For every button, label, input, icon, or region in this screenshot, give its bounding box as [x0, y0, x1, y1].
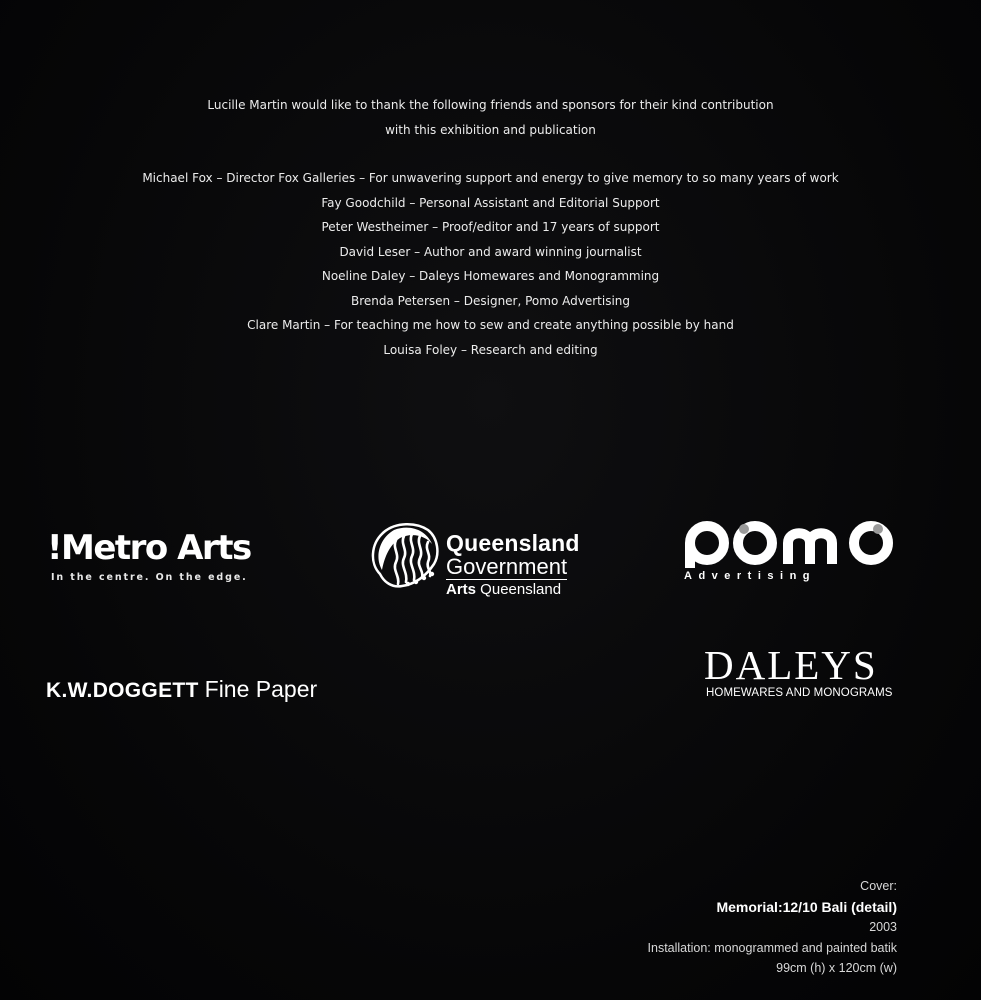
acknowledgement-item: Brenda Petersen – Designer, Pomo Advertising: [350, 293, 630, 308]
intro-line: with this exhibition and publication: [385, 122, 596, 137]
metro-arts-tagline: In the centre. On the edge.: [51, 572, 248, 583]
acknowledgement-item: Clare Martin – For teaching me how to sew and create anything possible by hand: [247, 318, 734, 332]
daleys-subtitle: HOMEWARES AND MONOGRAMS: [706, 687, 893, 699]
pomo-subtitle: Advertising: [684, 570, 817, 582]
metro-arts-logo: [47, 528, 287, 588]
acknowledgement-item: Louisa Foley – Research and editing: [383, 342, 598, 357]
caption-year: 2003: [869, 920, 897, 934]
metro-arts-wordmark: !Metro Arts: [47, 528, 251, 568]
acknowledgement-item: Peter Westheimer – Proof/editor and 17 years of support: [321, 220, 660, 234]
caption-title: Memorial:12/10 Bali (detail): [716, 898, 897, 915]
queensland-word: Queensland: [476, 581, 562, 598]
spacer: [0, 142, 981, 166]
arts-word: Arts: [446, 581, 477, 598]
intro-line: Lucille Martin would like to thank the following friends and sponsors for their kind contribution: [207, 98, 774, 112]
queensland-wordmark: [446, 531, 580, 599]
caption-dimensions: 99cm (h) x 120cm (w): [776, 961, 897, 975]
acknowledgement-item: David Leser – Author and award winning journalist: [339, 244, 642, 259]
queensland-line1: Queensland: [446, 530, 580, 556]
kw-doggett-name: K.W.DOGGETT: [46, 679, 199, 702]
kw-doggett-fine-paper: Fine Paper: [204, 676, 318, 702]
acknowledgements-block: [0, 93, 981, 362]
kw-doggett-logo: [46, 676, 317, 703]
daleys-name: DALEYS: [704, 642, 878, 688]
queensland-government-logo: [366, 518, 606, 610]
queensland-line3: [446, 580, 580, 599]
acknowledgement-item: Noeline Daley – Daleys Homewares and Monogramming: [321, 269, 660, 283]
pomo-advertising-logo: [684, 520, 904, 590]
acknowledgement-item: Fay Goodchild – Personal Assistant and Editorial Support: [321, 195, 660, 210]
acknowledgement-item: Michael Fox – Director Fox Galleries – For unwavering support and energy to give memory to so many years of work: [142, 171, 839, 185]
cover-caption: [648, 876, 897, 979]
caption-label: Cover:: [860, 879, 897, 893]
queensland-line2: Government: [446, 554, 568, 579]
pomo-wordmark: [684, 520, 900, 568]
queensland-emblem-icon: [366, 520, 446, 600]
caption-medium: Installation: monogrammed and painted batik: [647, 940, 897, 955]
daleys-logo: [704, 643, 894, 699]
